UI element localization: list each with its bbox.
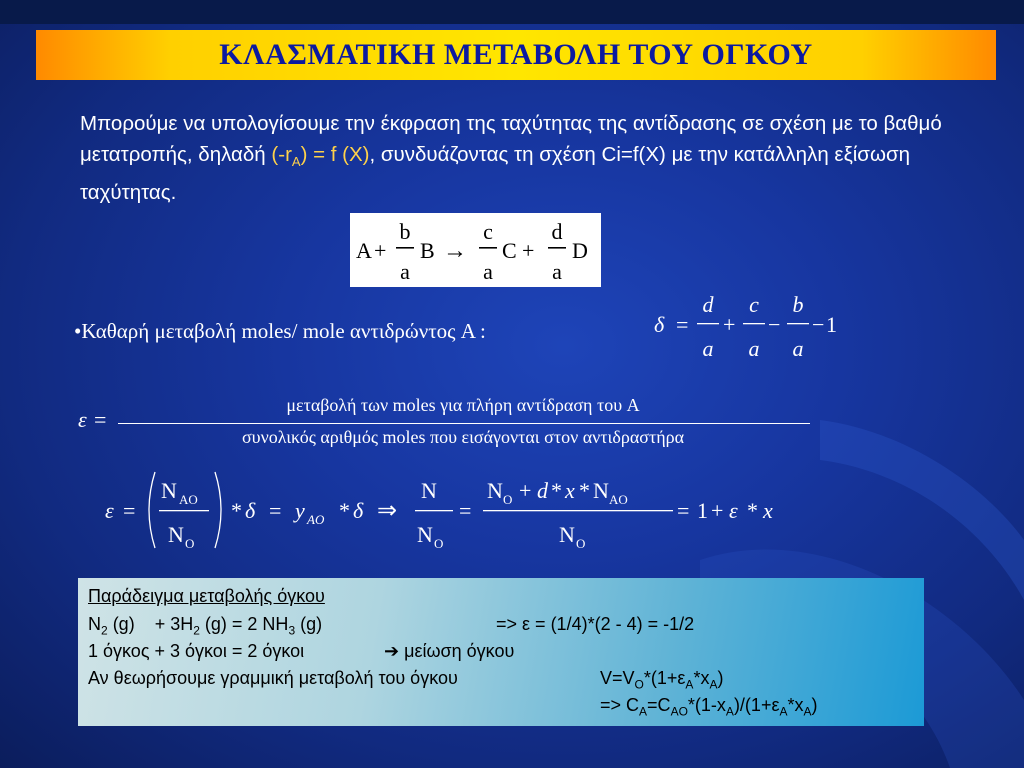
svg-text:c: c xyxy=(749,292,759,317)
svg-text:N: N xyxy=(417,522,433,547)
svg-text:a: a xyxy=(702,336,714,361)
example-volume-formula: $V=V_O*(1+\varepsilon_A*x_A)$ xyxy=(600,668,724,692)
epsilon-symbol xyxy=(78,405,118,440)
reaction-equation-box xyxy=(350,213,601,287)
svg-text:*: * xyxy=(231,498,242,523)
coef-d-den: a xyxy=(552,259,562,284)
svg-text:=: = xyxy=(676,312,689,337)
svg-text:a: a xyxy=(748,336,760,361)
svg-text:b: b xyxy=(792,292,804,317)
svg-text:δ: δ xyxy=(353,498,364,523)
svg-text:*: * xyxy=(579,478,590,503)
svg-text:O: O xyxy=(185,536,195,551)
svg-text:ε: ε xyxy=(78,407,87,432)
svg-text:δ: δ xyxy=(654,312,665,337)
coef-b-num: b xyxy=(399,219,411,244)
reaction-arrow: → xyxy=(443,238,467,264)
example-title: Παράδειγμα μεταβολής όγκου xyxy=(88,586,325,606)
svg-text:⇒: ⇒ xyxy=(377,498,398,524)
svg-text:O: O xyxy=(434,536,444,551)
rate-expression: $(-r_A) = f$ (X) xyxy=(271,143,370,170)
svg-text:AO: AO xyxy=(609,492,628,507)
coef-d-num: d xyxy=(551,219,563,244)
top-dark-band xyxy=(0,0,1024,24)
delta-equation xyxy=(650,288,850,368)
svg-text:=: = xyxy=(123,498,136,523)
epsilon-derivation-equation xyxy=(95,462,795,562)
coef-c-den: a xyxy=(483,259,493,284)
svg-text:O: O xyxy=(576,536,586,551)
svg-text:*: * xyxy=(747,498,758,523)
svg-text:=: = xyxy=(459,498,472,523)
svg-text:=: = xyxy=(94,407,107,432)
svg-text:AO: AO xyxy=(307,512,325,527)
svg-text:d: d xyxy=(537,478,548,503)
coef-b-den: a xyxy=(400,259,410,284)
svg-text:O: O xyxy=(503,492,513,507)
svg-text:N: N xyxy=(168,522,184,547)
epsilon-fraction-bar xyxy=(118,423,810,424)
svg-text:N: N xyxy=(161,478,177,503)
intro-text-2: , συνδυάζοντας τη σχέση Ci=f(X) με την κατάλληλη εξίσωση ταχύτητας. xyxy=(80,143,911,205)
svg-text:AO: AO xyxy=(179,492,198,507)
product-d: D xyxy=(572,238,588,263)
svg-text:=: = xyxy=(677,498,690,523)
example-volume-decrease: ➔ μείωση όγκου xyxy=(384,641,515,661)
example-epsilon-value: => ε = (1/4)*(2 - 4) = -1/2 xyxy=(496,614,695,634)
plus-sign: + xyxy=(374,238,387,263)
epsilon-denominator: συνολικός αριθμός moles που εισάγονται στον αντιδραστήρα xyxy=(241,427,685,447)
svg-text:ε: ε xyxy=(729,498,738,523)
example-volumes: 1 όγκος + 3 όγκοι = 2 όγκοι xyxy=(88,641,305,661)
svg-text:N: N xyxy=(421,478,437,503)
svg-text:1: 1 xyxy=(826,312,837,337)
svg-text:*: * xyxy=(551,478,562,503)
svg-text:N: N xyxy=(559,522,575,547)
svg-text:a: a xyxy=(792,336,804,361)
svg-text:+: + xyxy=(711,498,724,523)
intro-text-1: Μπορούμε να υπολογίσουμε την έκφραση της ταχύτητας της αντίδρασης σε σχέση με το βαθμό μετατροπής, δηλαδή xyxy=(80,112,942,166)
reaction-equation xyxy=(350,213,601,287)
epsilon-numerator: μεταβολή των moles για πλήρη αντίδραση του A xyxy=(286,395,640,415)
svg-text:=: = xyxy=(269,498,282,523)
title-bar xyxy=(36,30,996,80)
reactant-b: B xyxy=(420,238,435,263)
plus-sign-2: + xyxy=(522,238,535,263)
svg-text:1: 1 xyxy=(697,498,708,523)
svg-text:x: x xyxy=(565,478,575,503)
svg-text:−: − xyxy=(768,312,781,337)
svg-text:+: + xyxy=(723,312,736,337)
product-c: C xyxy=(502,238,517,263)
svg-text:ε: ε xyxy=(105,498,114,523)
svg-text:y: y xyxy=(295,498,305,523)
example-concentration-formula: => $C_A=C_{AO}*(1-x_A)/(1+\varepsilon_A*x_A)$ xyxy=(600,695,818,719)
example-reaction: $N_2$ (g) + $3H_2$ (g) = 2 $NH_3$ (g) xyxy=(88,614,323,638)
svg-text:*: * xyxy=(339,498,350,523)
intro-paragraph xyxy=(80,108,960,208)
bullet-net-change: •Καθαρή μεταβολή moles/ mole αντιδρώντος A : xyxy=(74,319,486,343)
svg-text:d: d xyxy=(702,292,714,317)
coef-c-num: c xyxy=(483,219,493,244)
svg-text:+: + xyxy=(519,478,532,503)
slide-title: ΚΛΑΣΜΑΤΙΚΗ ΜΕΤΑΒΟΛΗ ΤΟΥ ΟΓΚΟΥ xyxy=(219,38,813,71)
svg-text:−: − xyxy=(812,312,825,337)
svg-text:N: N xyxy=(487,478,503,503)
example-linear-assumption: Αν θεωρήσουμε γραμμική μεταβολή του όγκου xyxy=(88,668,458,688)
reactant-a: A xyxy=(356,238,372,263)
svg-text:δ: δ xyxy=(245,498,256,523)
svg-text:x: x xyxy=(763,498,773,523)
example-box xyxy=(78,578,924,726)
svg-text:N: N xyxy=(593,478,609,503)
